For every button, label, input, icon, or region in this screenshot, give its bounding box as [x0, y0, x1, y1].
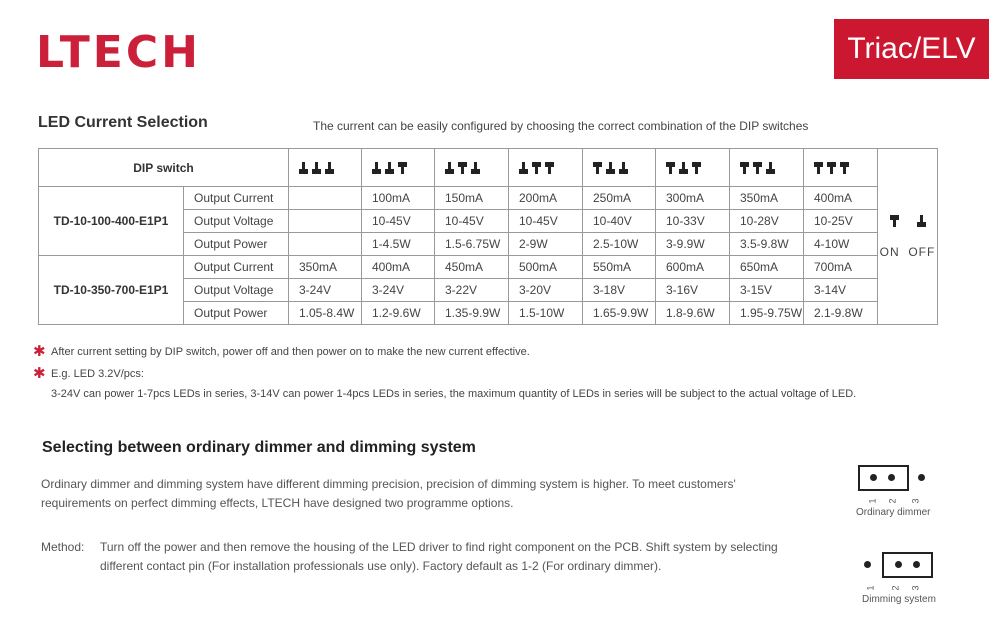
dip-pattern-3	[435, 149, 509, 187]
jumper-pin	[913, 561, 920, 568]
jumper-pin	[895, 561, 902, 568]
table-cell: 10-28V	[730, 210, 804, 233]
row-label: Output Voltage	[184, 279, 289, 302]
table-cell: 3-18V	[583, 279, 656, 302]
method-text	[100, 538, 778, 576]
table-cell: 10-33V	[656, 210, 730, 233]
dip-pattern-5	[583, 149, 656, 187]
dip-switch-note: The current can be easily configured by choosing the correct combination of the DIP switches	[313, 119, 809, 133]
pin-number: 3	[910, 585, 921, 591]
switch-off-icon	[471, 162, 480, 174]
table-cell: 3-9.9W	[656, 233, 730, 256]
table-cell: 150mA	[435, 187, 509, 210]
table-cell: 4-10W	[804, 233, 878, 256]
switch-off-icon	[385, 162, 394, 174]
switch-off-icon	[679, 162, 688, 174]
table-cell: 1.05-8.4W	[289, 302, 362, 325]
table-cell	[289, 187, 362, 210]
dip-switch-table	[38, 148, 938, 325]
table-cell: 1-4.5W	[362, 233, 435, 256]
switch-on-icon	[398, 162, 407, 174]
asterisk-icon: ✱	[33, 343, 46, 360]
dimming-paragraph-line: requirements on perfect dimming effects, LTECH have designed two programme options.	[41, 496, 514, 510]
model-name: TD-10-100-400-E1P1	[39, 187, 184, 256]
table-cell: 350mA	[289, 256, 362, 279]
row-label: Output Voltage	[184, 210, 289, 233]
table-cell: 1.65-9.9W	[583, 302, 656, 325]
table-cell: 700mA	[804, 256, 878, 279]
table-cell: 1.5-10W	[509, 302, 583, 325]
table-cell: 600mA	[656, 256, 730, 279]
dip-pattern-7	[730, 149, 804, 187]
table-cell: 10-25V	[804, 210, 878, 233]
ltech-logo: LTECH	[36, 27, 201, 78]
switch-off-icon	[445, 162, 454, 174]
switch-off-icon	[372, 162, 381, 174]
led-current-selection-title: LED Current Selection	[38, 114, 208, 131]
method-line: Turn off the power and then remove the housing of the LED driver to find right component on the PCB. Shift system by selecting	[100, 540, 778, 554]
pin-number: 1	[865, 585, 876, 591]
table-cell: 1.8-9.6W	[656, 302, 730, 325]
table-cell: 2.1-9.8W	[804, 302, 878, 325]
dimming-system-caption: Dimming system	[862, 594, 936, 605]
switch-off-icon	[312, 162, 321, 174]
table-cell: 550mA	[583, 256, 656, 279]
pin-number: 2	[890, 585, 901, 591]
dip-switch-header: DIP switch	[39, 149, 289, 187]
switch-on-icon	[458, 162, 467, 174]
row-label: Output Power	[184, 302, 289, 325]
switch-off-icon	[325, 162, 334, 174]
dip-pattern-6	[656, 149, 730, 187]
triac-elv-badge: Triac/ELV	[834, 19, 989, 79]
table-cell: 10-45V	[509, 210, 583, 233]
table-cell: 200mA	[509, 187, 583, 210]
switch-on-icon	[666, 162, 675, 174]
switch-on-icon	[840, 162, 849, 174]
footnote-example-head: E.g. LED 3.2V/pcs:	[51, 368, 144, 380]
dip-pattern-8	[804, 149, 878, 187]
table-cell: 10-45V	[435, 210, 509, 233]
dip-pattern-4	[509, 149, 583, 187]
switch-on-icon	[827, 162, 836, 174]
table-row	[39, 256, 938, 279]
table-cell: 400mA	[362, 256, 435, 279]
switch-off-icon	[766, 162, 775, 174]
table-cell: 10-45V	[362, 210, 435, 233]
table-cell	[289, 210, 362, 233]
table-cell: 3-24V	[289, 279, 362, 302]
table-cell: 100mA	[362, 187, 435, 210]
footnote-current-setting: After current setting by DIP switch, power off and then power on to make the new current effective.	[51, 346, 530, 358]
legend-off-label: OFF	[908, 244, 936, 259]
switch-on-icon	[593, 162, 602, 174]
table-cell: 1.95-9.75W	[730, 302, 804, 325]
table-cell: 3-22V	[435, 279, 509, 302]
method-line: different contact pin (For installation professionals use only). Factory default as 1-2 (For ordinary dimmer).	[100, 559, 662, 573]
jumper-cap	[882, 552, 933, 578]
method-label: Method:	[41, 540, 85, 554]
switch-on-icon	[532, 162, 541, 174]
table-cell: 10-40V	[583, 210, 656, 233]
table-cell: 350mA	[730, 187, 804, 210]
table-cell	[289, 233, 362, 256]
switch-off-icon	[606, 162, 615, 174]
table-cell: 400mA	[804, 187, 878, 210]
legend-on-label: ON	[879, 244, 900, 259]
jumper-cap	[858, 465, 909, 491]
ordinary-dimmer-caption: Ordinary dimmer	[856, 507, 931, 518]
dimming-paragraph-line: Ordinary dimmer and dimming system have different dimming precision, precision of dimming system is higher. To meet customers'	[41, 477, 736, 491]
asterisk-icon: ✱	[33, 365, 46, 382]
row-label: Output Current	[184, 187, 289, 210]
switch-off-icon	[519, 162, 528, 174]
table-row	[39, 187, 938, 210]
on-off-legend	[878, 149, 938, 325]
switch-on-icon	[890, 215, 899, 227]
jumper-pin	[918, 474, 925, 481]
table-cell: 250mA	[583, 187, 656, 210]
row-label: Output Power	[184, 233, 289, 256]
switch-off-icon	[917, 215, 926, 227]
table-cell: 3-20V	[509, 279, 583, 302]
dimming-section-title: Selecting between ordinary dimmer and dimming system	[42, 439, 476, 456]
table-cell: 3.5-9.8W	[730, 233, 804, 256]
switch-on-icon	[545, 162, 554, 174]
table-cell: 1.2-9.6W	[362, 302, 435, 325]
dip-pattern-1	[289, 149, 362, 187]
table-cell: 500mA	[509, 256, 583, 279]
dimming-paragraph	[41, 475, 736, 513]
row-label: Output Current	[184, 256, 289, 279]
pin-number: 3	[910, 498, 921, 504]
table-cell: 650mA	[730, 256, 804, 279]
table-cell: 1.5-6.75W	[435, 233, 509, 256]
table-cell: 3-15V	[730, 279, 804, 302]
dip-pattern-2	[362, 149, 435, 187]
switch-off-icon	[299, 162, 308, 174]
jumper-pin	[870, 474, 877, 481]
footnote-example-body: 3-24V can power 1-7pcs LEDs in series, 3-14V can power 1-4pcs LEDs in series, the maximum quantity of LEDs in series will be subject to the actual voltage of LED.	[51, 388, 857, 400]
table-cell: 3-16V	[656, 279, 730, 302]
pin-number: 1	[867, 498, 878, 504]
table-cell: 450mA	[435, 256, 509, 279]
table-cell: 1.35-9.9W	[435, 302, 509, 325]
table-cell: 3-24V	[362, 279, 435, 302]
table-cell: 2-9W	[509, 233, 583, 256]
switch-on-icon	[753, 162, 762, 174]
model-name: TD-10-350-700-E1P1	[39, 256, 184, 325]
table-cell: 3-14V	[804, 279, 878, 302]
table-cell: 2.5-10W	[583, 233, 656, 256]
switch-off-icon	[619, 162, 628, 174]
switch-on-icon	[692, 162, 701, 174]
jumper-pin	[864, 561, 871, 568]
table-cell: 300mA	[656, 187, 730, 210]
switch-on-icon	[740, 162, 749, 174]
switch-on-icon	[814, 162, 823, 174]
pin-number: 2	[887, 498, 898, 504]
jumper-pin	[888, 474, 895, 481]
